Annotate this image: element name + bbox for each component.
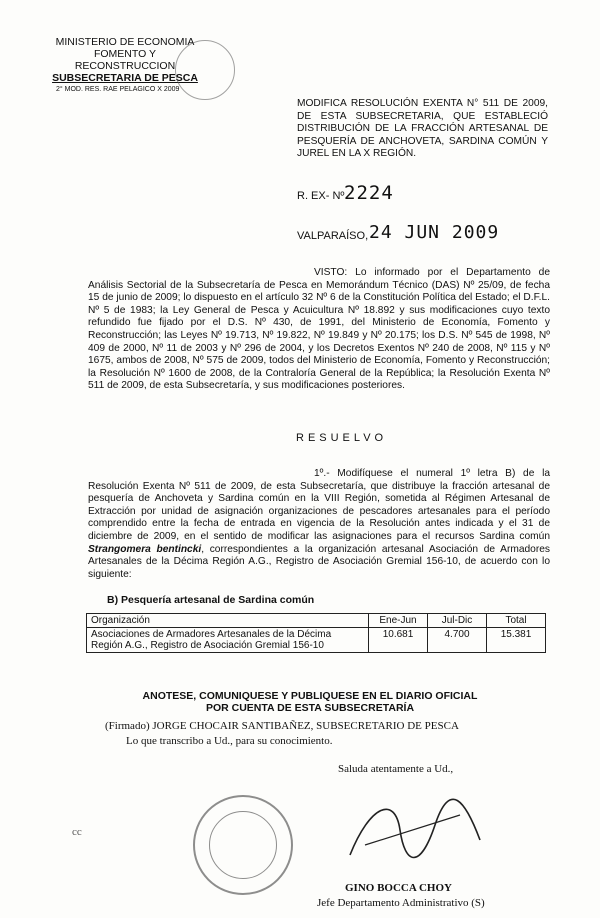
visto-paragraph: VISTO: Lo informado por el Departamento de Análisis Sectorial de la Subsecretaría de Pesca en Memorándum Técnico (DAS) Nº 25/09, de fecha 15 de junio de 2009; lo dispuesto en el artículo 32 Nº 6 de la Constitución Política del Estado; el D.F.L. Nº 5 de 1983; la Ley General de Pesca y Acuicultura Nº 18.892 y sus modificaciones cuyo texto refundido fue fijado por el D.S. Nº 430, de 1991, del Ministerio de Economía, Fomento y Reconstrucción; las Leyes Nº 19.713, Nº 19.822, Nº 19.849 y Nº 20.175; los D.S. Nº 545 de 1998, Nº 409 de 2000, Nº 11 de 2003 y Nº 296 de 2004, y los Decretos Exentos Nº 240 de 2008, Nº 115 y Nº 1675, ambos de 2008, Nº 575 de 2009, todos del Ministerio de Economía, Fomento y Reconstrucción; la Resolución Nº 1600 de 2008, de la Contraloría General de la República; la Resolución Exenta Nº 511 de 2009, de esta Subsecretaría, y sus modificaciones posteriores.	[88, 267, 550, 392]
ministry-line-3: SUBSECRETARIA DE PESCA	[52, 72, 198, 84]
signatory-name: GINO BOCCA CHOY	[345, 882, 452, 894]
resuelvo-heading: RESUELVO	[296, 432, 388, 444]
resolution-number: 2224	[344, 182, 394, 204]
species-name: Strangomera bentincki	[88, 543, 202, 555]
publication-line-2: POR CUENTA DE ESTA SUBSECRETARÍA	[205, 702, 415, 714]
resolution-label: R. EX- Nº	[297, 190, 345, 202]
cell-organization: Asociaciones de Armadores Artesanales de la Décima Región A.G., Registro de Asociación Gremial 156-10	[87, 628, 369, 653]
table-row	[87, 628, 546, 653]
cell-jul-dic: 4.700	[428, 628, 487, 653]
article-1-paragraph	[88, 468, 550, 581]
article-1-text-a: 1º.- Modifíquese el numeral 1º letra B) de la Resolución Exenta Nº 511 de 2009, de esta Subsecretaría, que distribuye la fracción artesanal de pesquería de Anchoveta y Sardina común en la VIII Región, sometida al Régimen Artesanal de Extracción por unidad de asignación organizaciones de pescadores artesanales para el período comprendido entre la fecha de entrada en vigencia de la Resolución antes indicada y el 31 de diciembre de 2009, en el sentido de modificar las asignaciones para el recursos Sardina común	[88, 468, 550, 542]
document-title: MODIFICA RESOLUCIÓN EXENTA N° 511 DE 2009, DE ESTA SUBSECRETARIA, QUE ESTABLECIÓ DISTRIBUCIÓN DE LA FRACCIÓN ARTESANAL DE PESQUERÍA DE ANCHOVETA, SARDINA COMÚN Y JUREL EN LA X REGIÓN.	[297, 98, 548, 160]
col-header-total: Total	[487, 614, 546, 628]
place: VALPARAÍSO,	[297, 230, 369, 242]
article-1-text-b: , correspondientes a la organización artesanal Asociación de Armadores Artesanales de la Décima Región A.G., Registro de Asociación Gremial 156-10, de acuerdo con lo siguiente:	[88, 543, 550, 580]
date-stamp: 24 JUN 2009	[369, 222, 500, 243]
transcription-line: Lo que transcribo a Ud., para su conocimiento.	[126, 735, 333, 747]
col-header-ene-jun: Ene-Jun	[369, 614, 428, 628]
official-stamp-bottom	[193, 795, 293, 895]
cell-total: 15.381	[487, 628, 546, 653]
cc-note: cc	[72, 826, 82, 838]
reference-code: 2° MOD. RES. RAE PELAGICO X 2009	[56, 86, 180, 93]
ministry-line-2: FOMENTO Y RECONSTRUCCION	[74, 48, 176, 72]
table-header-row	[87, 614, 546, 628]
signatory-title: Jefe Departamento Administrativo (S)	[317, 897, 485, 909]
publication-order	[100, 690, 520, 714]
handwritten-signature	[340, 785, 490, 880]
closing-greeting: Saluda atentamente a Ud.,	[338, 763, 454, 775]
cell-ene-jun: 10.681	[369, 628, 428, 653]
ministry-line-1: MINISTERIO DE ECONOMIA	[55, 36, 195, 48]
section-b-title: B) Pesquería artesanal de Sardina común	[107, 594, 315, 606]
allocation-table	[86, 613, 546, 653]
publication-line-1: ANOTESE, COMUNIQUESE Y PUBLIQUESE EN EL DIARIO OFICIAL	[142, 690, 478, 702]
signed-by-line: (Firmado) JORGE CHOCAIR SANTIBAÑEZ, SUBSECRETARIO DE PESCA	[105, 720, 459, 732]
col-header-organization: Organización	[87, 614, 369, 628]
col-header-jul-dic: Jul-Dic	[428, 614, 487, 628]
official-stamp-top	[175, 40, 235, 100]
